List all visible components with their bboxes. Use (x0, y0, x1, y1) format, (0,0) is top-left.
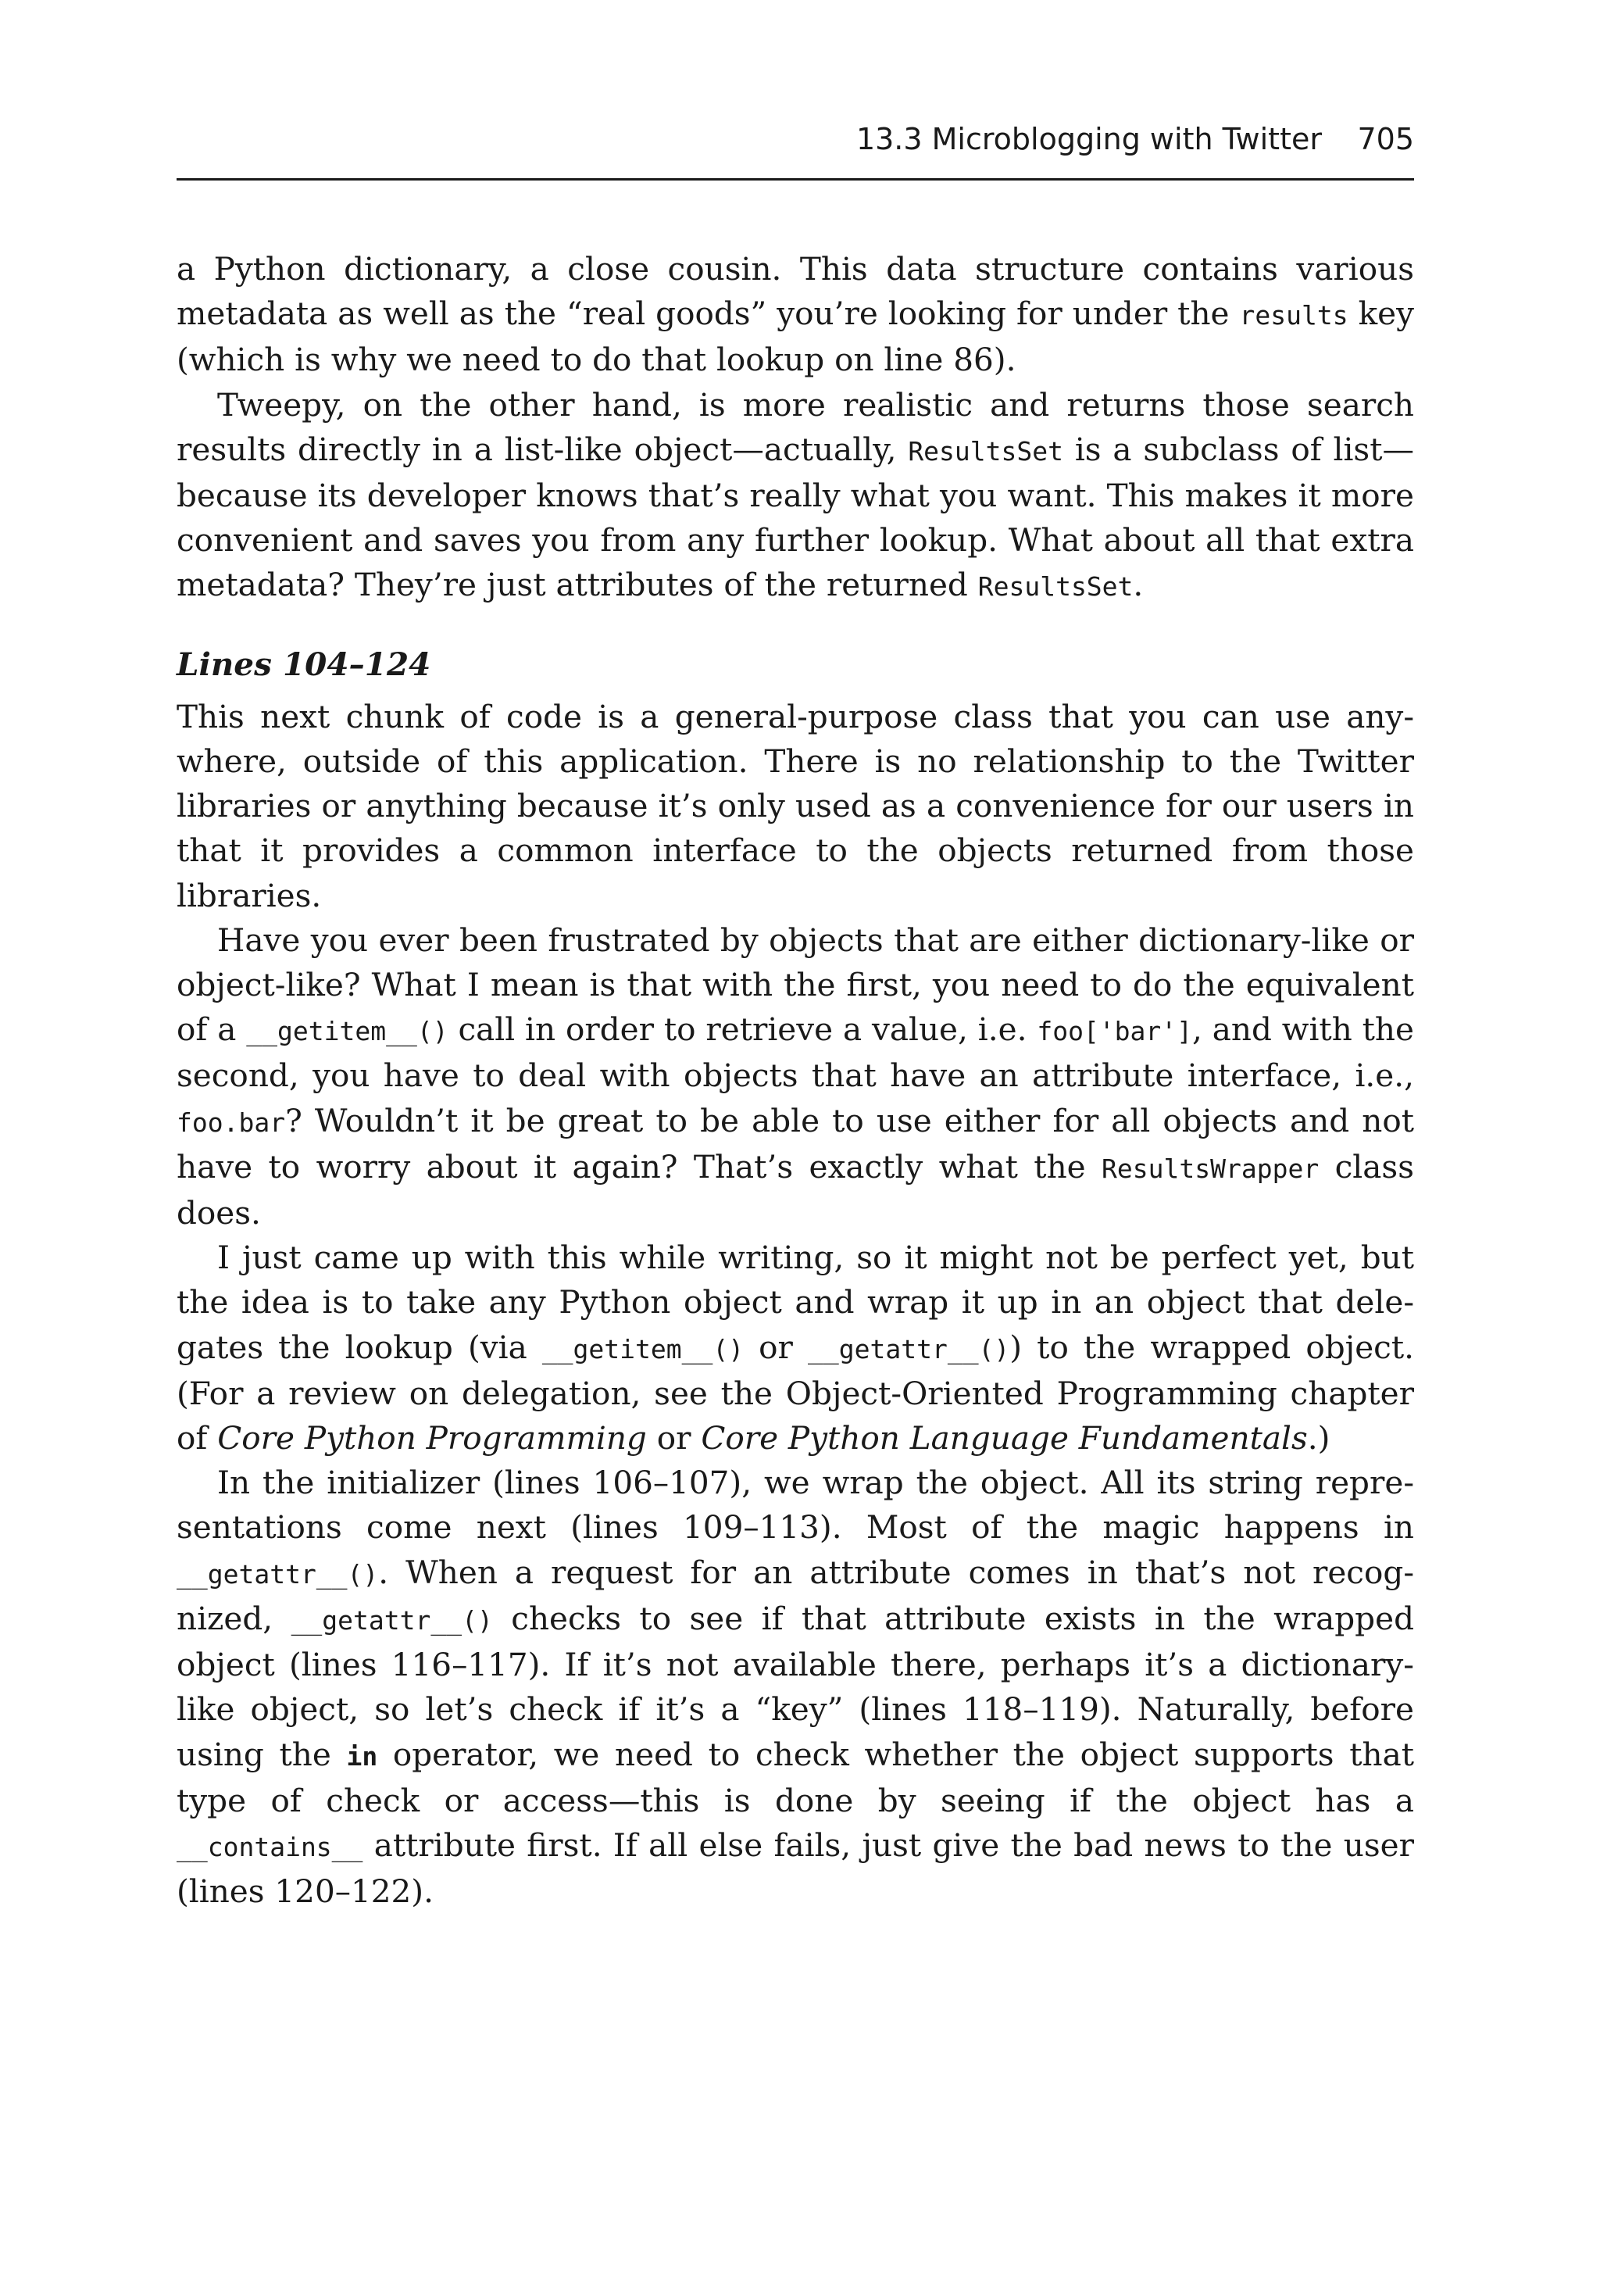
inline-code: __contains__ (177, 1831, 363, 1862)
inline-code: foo.bar (177, 1107, 286, 1138)
body-text (177, 247, 1414, 1914)
text-run: attribute first. If all else fails, just give the bad news to the user (lines 120–122). (177, 1826, 1414, 1911)
text-run: , and with the second, you have to deal with objects that have an attribute interface, i.e., (177, 1010, 1414, 1095)
text-run: class does. (177, 1147, 1414, 1232)
inline-code: in (346, 1740, 378, 1772)
text-run: ? Wouldn’t it be great to be able to use either for all objects and not have to worry about it again? That’s exactly what the (177, 1101, 1414, 1186)
inline-code: ResultsSet (977, 571, 1134, 603)
text-run: Have you ever been frustrated by objects that are either dictionary-like or object-like? What I mean is that with the first, you need to do the equivalent of a (177, 921, 1414, 1049)
text-run: or (744, 1328, 809, 1366)
paragraph (177, 1236, 1414, 1461)
text-run: . (1133, 566, 1144, 604)
text-run: checks to see if that attribute exists in the wrapped object (lines 116–117). If it’s not available there, perhaps it’s a dictionary-like object, so let’s check if it’s a “key” (lines 118–119). Naturally, before using the (177, 1599, 1414, 1773)
text-run: ) to the wrapped object. (For a review on delegation, see the Object-Oriented Programming chapter of (177, 1328, 1414, 1457)
text-run: .) (1307, 1419, 1330, 1457)
inline-code: foo['bar'] (1037, 1016, 1193, 1047)
paragraph (177, 918, 1414, 1236)
inline-code: __getattr__() (177, 1558, 379, 1590)
inline-code: ResultsWrapper (1102, 1153, 1320, 1184)
text-run: a Python dictionary, a close cousin. This data structure contains various metadata as well as the “real goods” you’re looking for under the (177, 250, 1414, 333)
inline-code: __getattr__() (808, 1333, 1010, 1364)
header-rule (177, 178, 1414, 181)
text-run: key (which is why we need to do that lookup on line 86). (177, 295, 1414, 379)
book-title: Core Python Language Fundamentals (701, 1419, 1308, 1457)
text-run: In the initializer (lines 106–107), we wrap the object. All its string representations come next (lines 109–113). Most of the magic happens in (177, 1464, 1414, 1547)
inline-code: __getitem__() (541, 1333, 745, 1364)
paragraph (177, 383, 1414, 610)
running-head (177, 122, 1414, 166)
inline-code: ResultsSet (908, 435, 1063, 467)
text-run: Tweepy, on the other hand, is more realistic and returns those search results directly in a list-like object—actually, (177, 385, 1414, 468)
text-run: is a subclass of list—because its developer knows that’s really what you want. This makes it more convenient and saves you from any further lookup. What about all that extra metadata? They’re just attributes of the returned (177, 430, 1414, 604)
text-run: operator, we need to check whether the object supports that type of check or access—this is done by seeing if the object has a (177, 1735, 1414, 1819)
paragraph (177, 247, 1414, 383)
paragraph (177, 1461, 1414, 1914)
inline-code: __getitem__() (246, 1016, 448, 1047)
book-title: Core Python Programming (217, 1419, 647, 1457)
text-run: . When a request for an attribute comes in that’s not recognized, (177, 1553, 1414, 1637)
section-heading: Lines 104–124 (177, 645, 431, 683)
text-run: I just came up with this while writing, so it might not be perfect yet, but the idea is to take any Python object and wrap it up in an object that delegates the lookup (via (177, 1239, 1414, 1366)
page-number: 705 (1357, 122, 1414, 156)
paragraph (177, 695, 1414, 918)
text-run: call in order to retrieve a value, i.e. (448, 1010, 1038, 1049)
inline-code: __getattr__() (291, 1604, 493, 1636)
running-head-section-title: 13.3 Microblogging with Twitter (855, 122, 1322, 156)
inline-code: results (1239, 300, 1348, 331)
text-run: or (646, 1419, 702, 1457)
text-run: This next chunk of code is a general-purpose class that you can use anywhere, outside of this application. There is no relationship to the Twitter libraries or anything because it’s only used as a convenience for our users in that it provides a common interface to the objects returned from those libraries. (177, 697, 1414, 914)
